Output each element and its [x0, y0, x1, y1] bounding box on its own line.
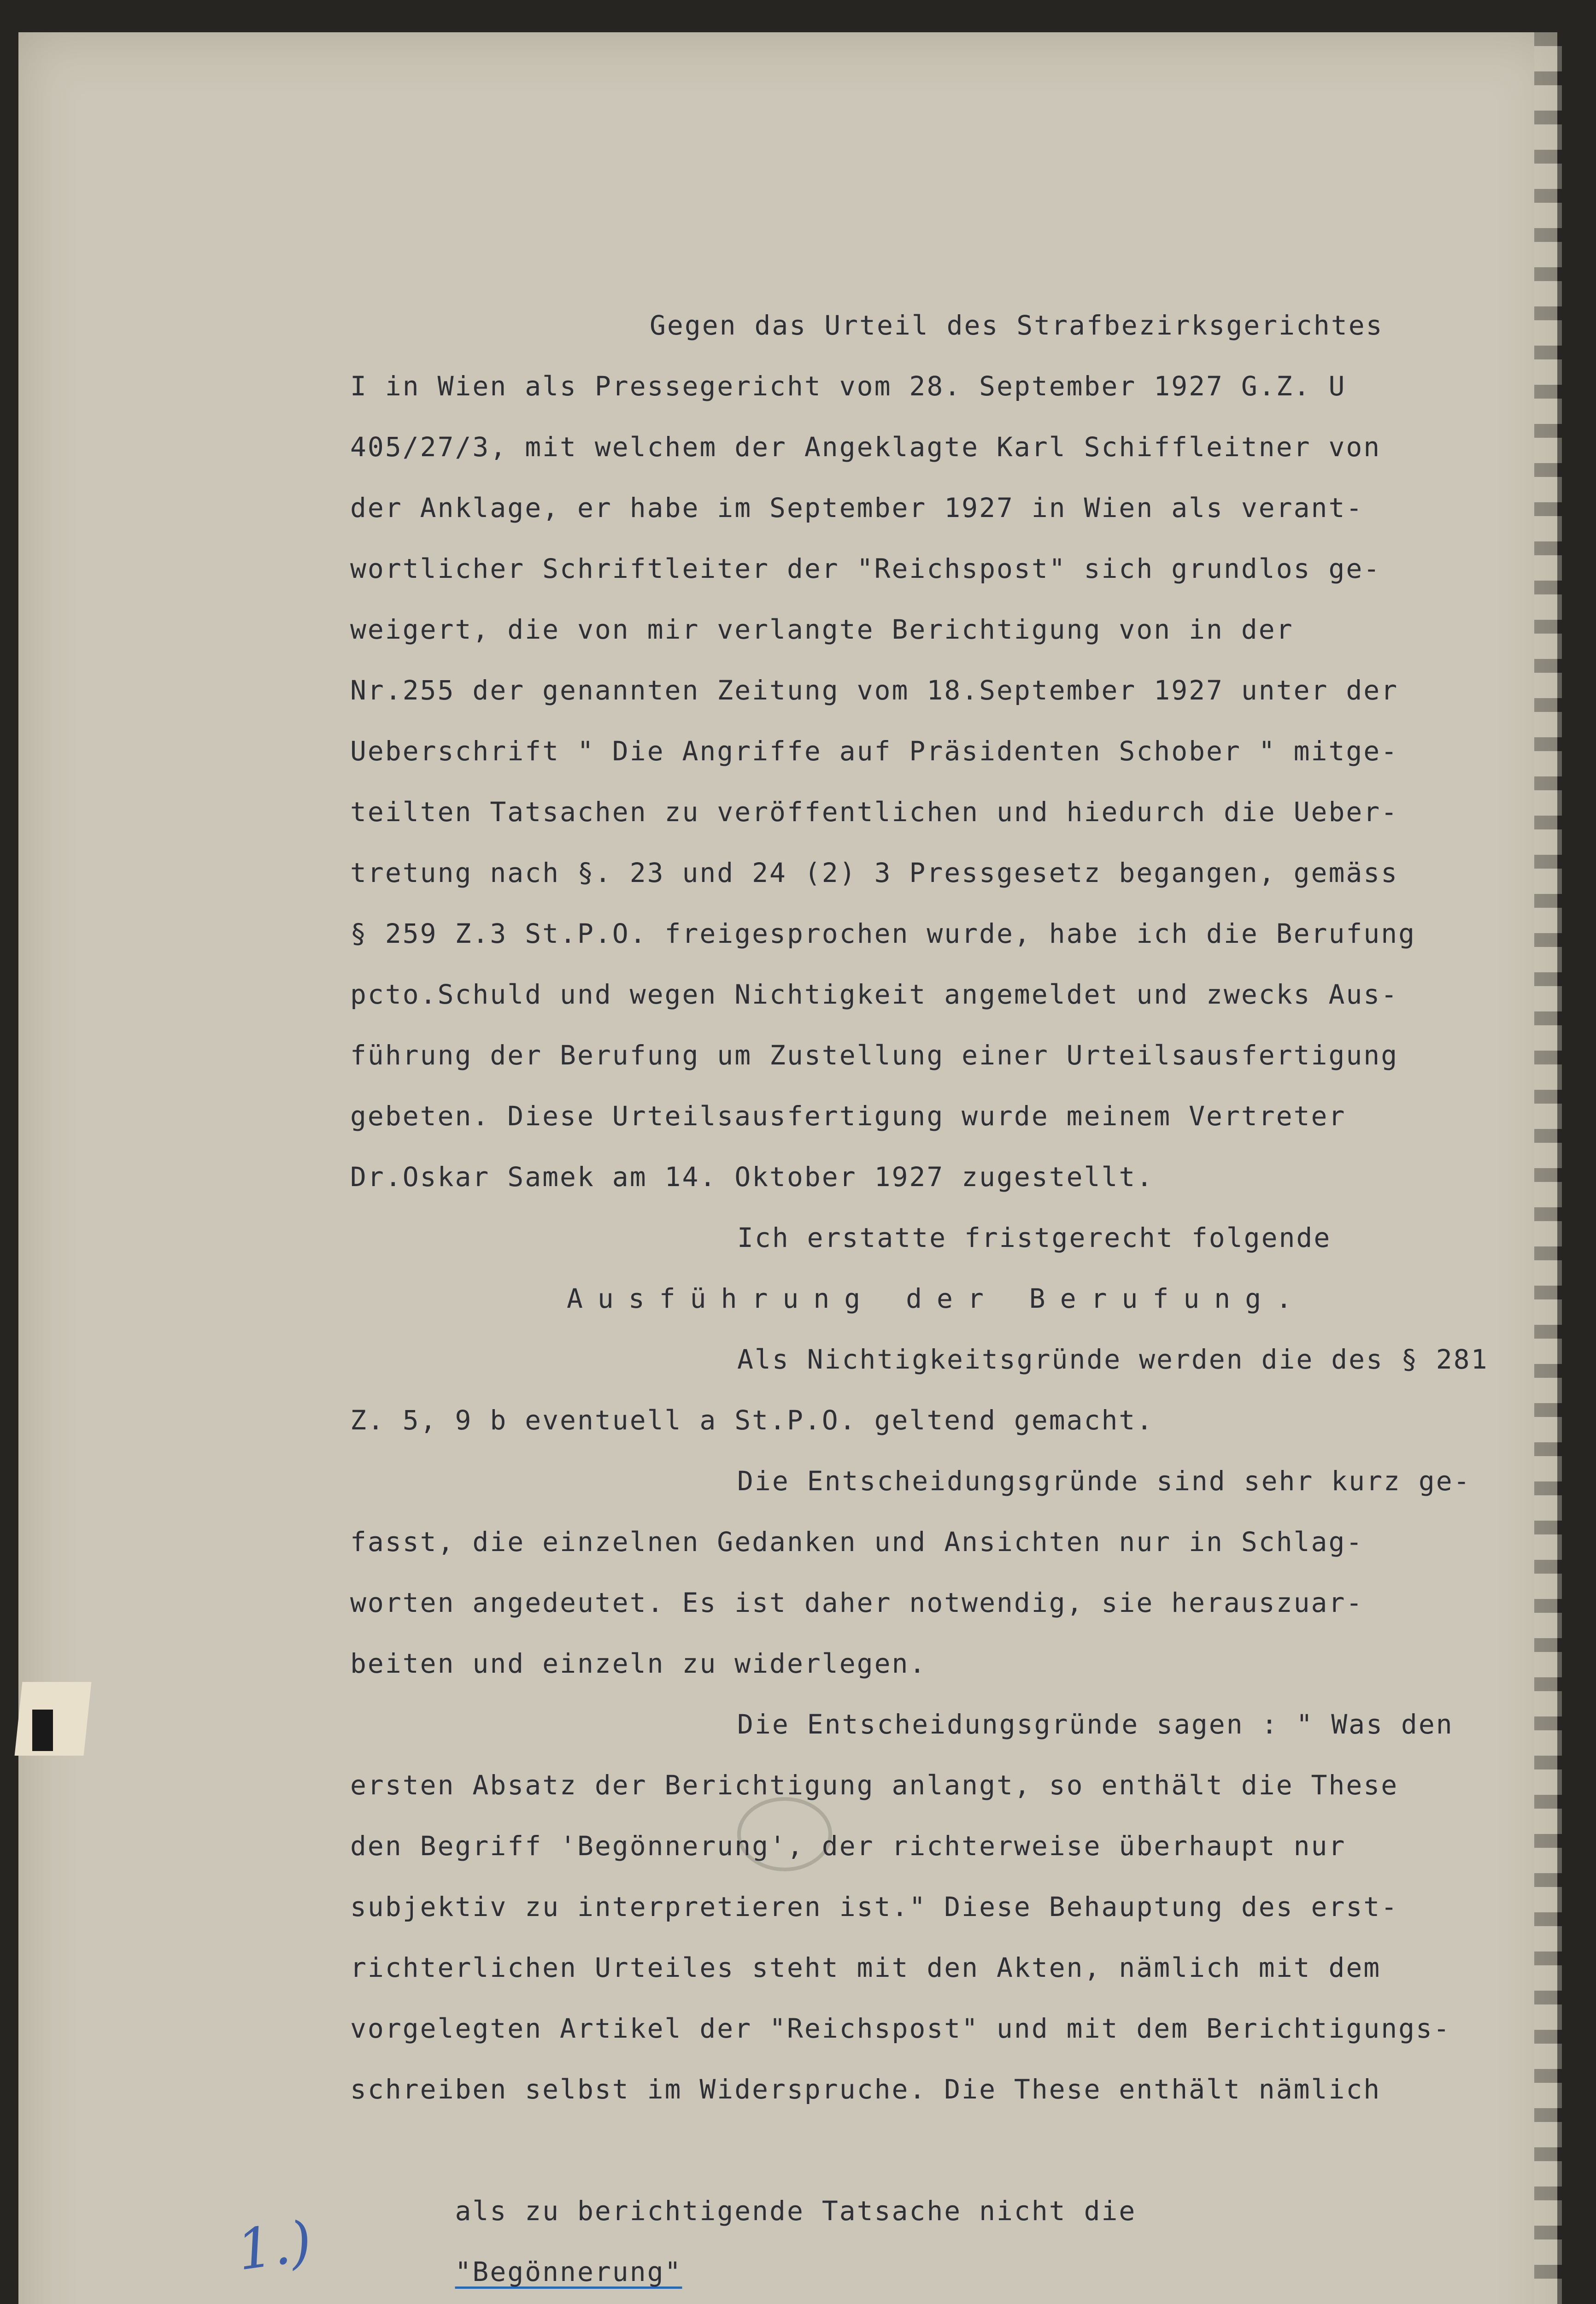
text-line: Ich erstatte fristgerecht folgende [737, 1222, 1332, 1253]
text-line: Gegen das Urteil des Strafbezirksgerichtes [650, 310, 1384, 341]
document-page [18, 32, 1557, 2304]
underlined-term: "Begönnerung" [455, 2256, 682, 2287]
text-line: fasst, die einzelnen Gedanken und Ansichten nur in Schlag- [350, 1526, 1364, 1558]
text-line: Ueberschrift " Die Angriffe auf Präsidenten Schober " mitge- [350, 735, 1399, 767]
torn-right-edge [1534, 32, 1562, 2304]
text-line: ersten Absatz der Berichtigung anlangt, so enthält die These [350, 1769, 1399, 1801]
text-line: subjektiv zu interpretieren ist." Diese Behauptung des erst- [350, 1891, 1399, 1922]
paper-scrap [15, 1682, 92, 1756]
text-line: worten angedeutet. Es ist daher notwendig, sie herauszuar- [350, 1587, 1364, 1618]
text-line: Dr.Oskar Samek am 14. Oktober 1927 zugestellt. [350, 1161, 1154, 1193]
text-line: Nr.255 der genannten Zeitung vom 18.September 1927 unter der [350, 675, 1399, 706]
text-line: beiten und einzeln zu widerlegen. [350, 1648, 927, 1679]
text-line: § 259 Z.3 St.P.O. freigesprochen wurde, habe ich die Berufung [350, 918, 1416, 949]
text-line: schreiben selbst im Widerspruche. Die These enthält nämlich [350, 2074, 1381, 2105]
text-line: vorgelegten Artikel der "Reichspost" und mit dem Berichtigungs- [350, 2013, 1451, 2044]
text-line: Die Entscheidungsgründe sind sehr kurz ge- [737, 1465, 1471, 1497]
text-line: 405/27/3, mit welchem der Angeklagte Karl Schiffleitner von [350, 431, 1381, 463]
typed-text-block [350, 295, 1489, 2287]
section-heading: Ausführung der Berufung. [567, 1283, 1307, 1314]
margin-mark [32, 1710, 53, 1751]
text-line: gebeten. Diese Urteilsausfertigung wurde meinem Vertreter [350, 1100, 1346, 1132]
text-line: Die Entscheidungsgründe sagen : " Was den [737, 1709, 1454, 1740]
text-line: weigert, die von mir verlangte Berichtigung von in der [350, 614, 1294, 645]
text-line: Als Nichtigkeitsgründe werden die des § 281 [737, 1344, 1489, 1375]
text-line: den Begriff 'Begönnerung', der richterweise überhaupt nur [350, 1830, 1346, 1862]
handwritten-annotation: 1.) [233, 2209, 316, 2283]
text-line: wortlicher Schriftleiter der "Reichspost" sich grundlos ge- [350, 553, 1381, 584]
text-line: richterlichen Urteiles steht mit den Akten, nämlich mit dem [350, 1952, 1381, 1983]
text-line: pcto.Schuld und wegen Nichtigkeit angemeldet und zwecks Aus- [350, 979, 1399, 1010]
text-line: I in Wien als Pressegericht vom 28. September 1927 G.Z. U [350, 370, 1346, 402]
text-line: führung der Berufung um Zustellung einer Urteilsausfertigung [350, 1040, 1399, 1071]
text-line: der Anklage, er habe im September 1927 in Wien als verant- [350, 492, 1364, 523]
text-line: Z. 5, 9 b eventuell a St.P.O. geltend gemacht. [350, 1405, 1154, 1436]
text-line: teilten Tatsachen zu veröffentlichen und hiedurch die Ueber- [350, 796, 1399, 828]
text-line-start: als zu berichtigende Tatsache nicht die [455, 2195, 1137, 2227]
text-line [350, 2120, 1484, 2287]
text-line: tretung nach §. 23 und 24 (2) 3 Pressgesetz begangen, gemäss [350, 857, 1399, 888]
